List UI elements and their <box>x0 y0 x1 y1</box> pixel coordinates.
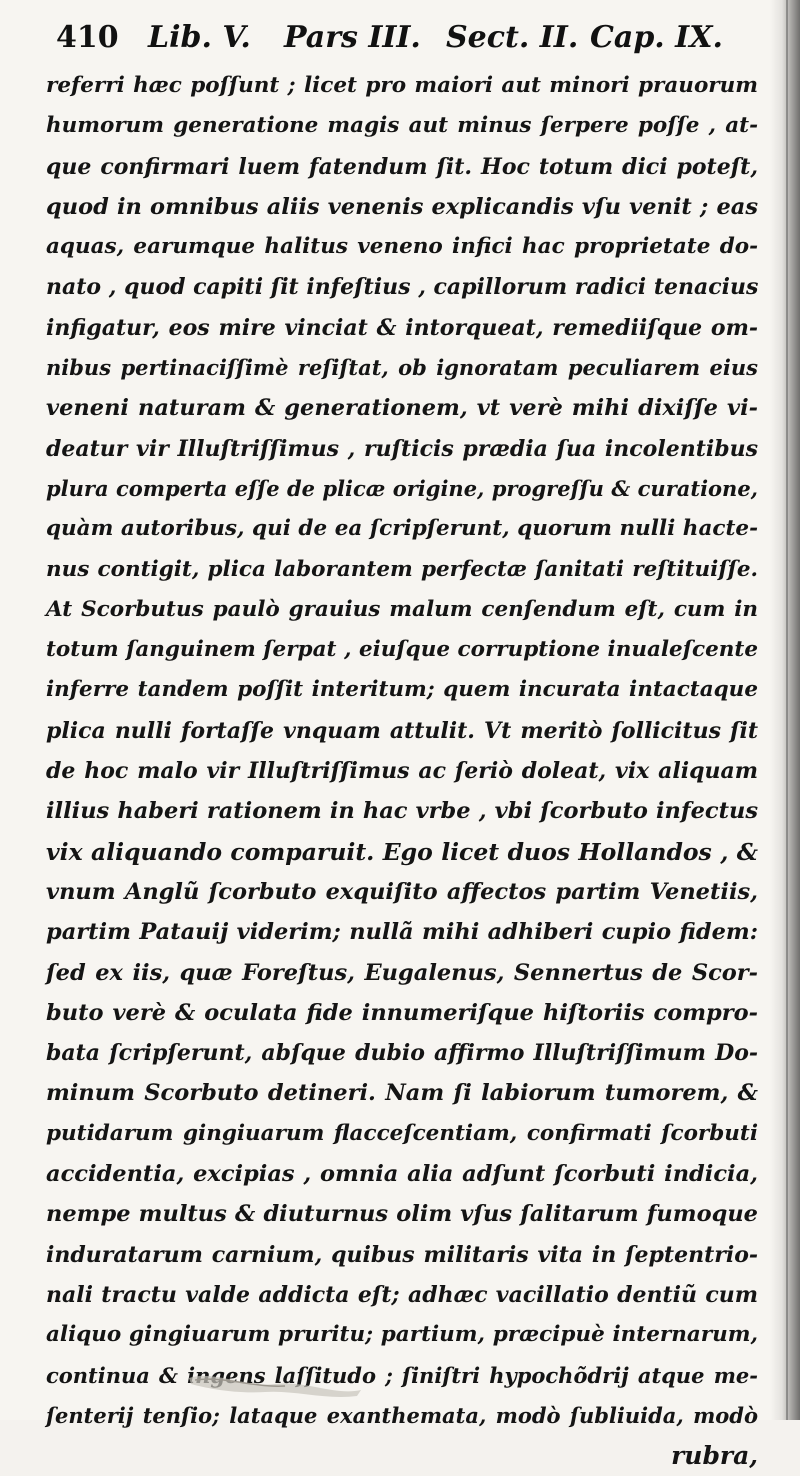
text-line: quod in omnibus aliis venenis explicandis vſu venit ; eas <box>46 193 758 220</box>
text-line: nempe multus & diuturnus olim vſus ſalitarum fumoque <box>46 1201 758 1228</box>
text-line: aquas, earumque halitus veneno infici hac proprietate do- <box>46 234 758 260</box>
text-line: veneni naturam & generationem, vt verè mihi dixiſſe vi- <box>46 395 758 422</box>
text-line: nibus pertinaciſſimè reſiſtat, ob ignoratam peculiarem eius <box>46 355 758 381</box>
text-line: quàm autoribus, qui de ea ſcripſerunt, quorum nulli hacte- <box>46 516 758 542</box>
text-line: de hoc malo vir Illuſtriſſimus ac ſeriò doleat, vix aliquam <box>46 758 758 785</box>
text-line: inferre tandem poſſit interitum; quem incurata intactaque <box>46 677 758 703</box>
text-line: nali tractu valde addicta eſt; adhæc vacillatio dentiũ cum <box>46 1281 758 1308</box>
paper-damage-mark <box>185 1366 365 1400</box>
text-line: partim Patauij viderim; nullã mihi adhiberi cupio fidem: <box>46 919 758 946</box>
text-line: putidarum gingiuarum flacceſcentiam, confirmati ſcorbuti <box>46 1120 758 1146</box>
text-line: induratarum carnium, quibus militaris vita in ſeptentrio- <box>46 1241 758 1268</box>
header-book: Lib. V. <box>148 20 251 55</box>
text-line: deatur vir Illuſtriſſimus , ruſticis prædia ſua incolentibus <box>46 435 758 462</box>
text-line: accidentia, excipias , omnia alia adſunt ſcorbuti indicia, <box>46 1161 758 1188</box>
text-line: aliquo gingiuarum pruritu; partium, præcipuè internarum, <box>46 1322 758 1348</box>
text-line: infigatur, eos mire vinciat & intorqueat, remediiſque om- <box>46 314 758 341</box>
running-header <box>56 20 723 60</box>
text-line: continua & ingens laſſitudo ; ſiniſtri hypochõdrij atque me- <box>46 1362 758 1388</box>
text-line: vix aliquando comparuit. Ego licet duos Hollandos , & <box>46 837 758 866</box>
text-line: que confirmari luem fatendum ſit. Hoc totum dici poteſt, <box>46 153 758 180</box>
catchword: rubra, <box>671 1441 758 1471</box>
text-line: bata ſcripſerunt, abſque dubio affirmo Illuſtriſſimum Do- <box>46 1040 758 1067</box>
text-line: humorum generatione magis aut minus ſerpere poſſe , at- <box>46 113 758 139</box>
text-line: plura comperta eſſe de plicæ origine, progreſſu & curatione, <box>46 475 758 501</box>
text-line: ſed ex iis, quæ Foreſtus, Eugalenus, Sennertus de Scor- <box>46 959 758 986</box>
text-line: vnum Anglũ ſcorbuto exquiſito affectos partim Venetiis, <box>46 878 758 905</box>
page-edge-shadow <box>770 0 800 1420</box>
text-line: nus contigit, plica laborantem perfectæ ſanitati reſtituiſſe. <box>46 556 758 582</box>
header-part: Pars III. <box>284 20 421 55</box>
text-line: referri hæc poſſunt ; licet pro maiori aut minori prauorum <box>46 73 758 98</box>
text-line: ſenterij tenſio; lataque exanthemata, modò ſubliuida, modò <box>46 1402 758 1428</box>
text-line: totum ſanguinem ſerpat , eiuſque corruptione inualeſcente <box>46 637 758 663</box>
text-line: illius haberi rationem in hac vrbe , vbi ſcorbuto infectus <box>46 798 758 825</box>
text-line: nato , quod capiti ſit infeſtius , capillorum radici tenacius <box>46 274 759 301</box>
text-line: plica nulli fortaſſe vnquam attulit. Vt meritò ſollicitus ſit <box>46 717 758 744</box>
text-line: At Scorbutus paulò grauius malum cenſendum eſt, cum in <box>46 596 758 622</box>
page-number: 410 <box>56 20 119 55</box>
body-text <box>46 66 758 1476</box>
header-chapter: Cap. IX. <box>590 20 723 55</box>
header-section: Sect. II. <box>446 20 579 55</box>
text-line: minum Scorbuto detineri. Nam ſi labiorum tumorem, & <box>46 1080 758 1107</box>
text-line: buto verè & oculata fide innumeriſque hiſtoriis compro- <box>46 999 758 1026</box>
page-edge-line <box>786 0 788 1420</box>
